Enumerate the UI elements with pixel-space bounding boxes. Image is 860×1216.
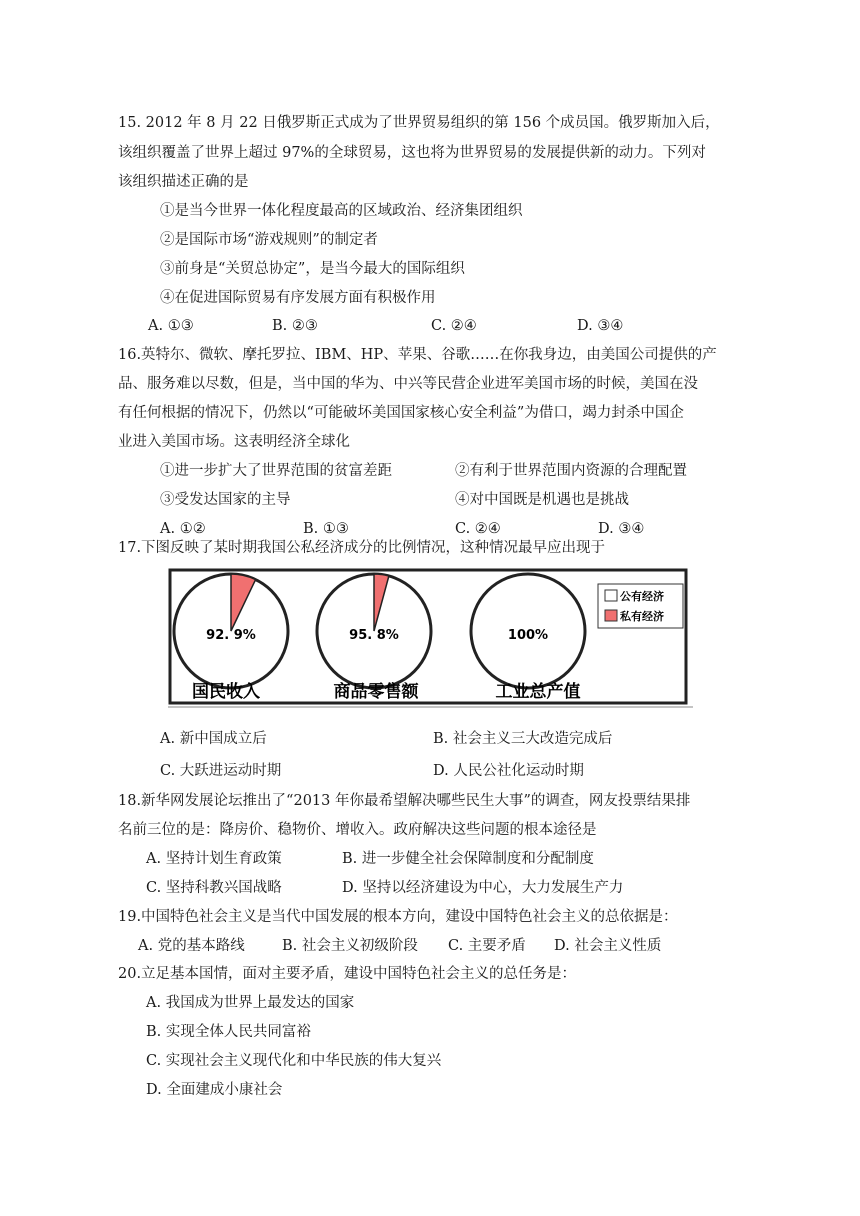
q15-option-c: C. ②④ xyxy=(431,318,477,334)
pie-national-income-value: 92. 9% xyxy=(206,628,256,643)
q20-option-a: A. 我国成为世界上最发达的国家 xyxy=(146,995,355,1011)
legend-swatch-public xyxy=(605,590,617,601)
pie-national-income-label: 国民收入 xyxy=(192,682,260,702)
q16-stem-line-4: 业进入美国市场。这表明经济全球化 xyxy=(118,434,350,450)
q18-option-b: B. 进一步健全社会保障制度和分配制度 xyxy=(342,851,594,867)
economic-composition-pie-chart xyxy=(168,568,693,708)
q15-item-3: ③前身是“关贸总协定”，是当今最大的国际组织 xyxy=(160,261,465,277)
q17-option-b: B. 社会主义三大改造完成后 xyxy=(433,731,613,747)
q20-option-b: B. 实现全体人民共同富裕 xyxy=(146,1024,311,1040)
q15-option-b: B. ②③ xyxy=(272,318,318,334)
q16-item-1: ①进一步扩大了世界范围的贫富差距 xyxy=(160,463,392,479)
q16-item-2: ②有利于世界范围内资源的合理配置 xyxy=(455,463,687,479)
q15-stem-line-1: 15. 2012 年 8 月 22 日俄罗斯正式成为了世界贸易组织的第 156 个成员国。俄罗斯加入后， xyxy=(118,115,720,131)
q18-option-c: C. 坚持科教兴国战略 xyxy=(146,880,282,896)
q16-stem-line-1: 16.英特尔、微软、摩托罗拉、IBM、HP、苹果、谷歌……在你我身边，由美国公司提供的产 xyxy=(118,347,717,363)
pie-retail-sales-value: 95. 8% xyxy=(349,628,399,643)
pie-industrial-output-value: 100% xyxy=(507,628,549,643)
q15-item-2: ②是国际市场“游戏规则”的制定者 xyxy=(160,232,378,248)
q19-option-b: B. 社会主义初级阶段 xyxy=(282,938,418,954)
q15-item-4: ④在促进国际贸易有序发展方面有积极作用 xyxy=(160,290,436,306)
q18-stem-line-2: 名前三位的是：降房价、稳物价、增收入。政府解决这些问题的根本途径是 xyxy=(118,822,597,838)
q17-option-a: A. 新中国成立后 xyxy=(160,731,267,747)
q19-stem: 19.中国特色社会主义是当代中国发展的根本方向，建设中国特色社会主义的总依据是： xyxy=(118,909,678,925)
q17-option-d: D. 人民公社化运动时期 xyxy=(433,763,584,779)
q16-option-a: A. ①② xyxy=(160,521,206,537)
pie-industrial-output-label: 工业总产值 xyxy=(495,682,581,702)
q17-stem: 17.下图反映了某时期我国公私经济成分的比例情况，这种情况最早应出现于 xyxy=(118,540,606,556)
q16-option-c: C. ②④ xyxy=(455,521,501,537)
q18-option-d: D. 坚持以经济建设为中心，大力发展生产力 xyxy=(342,880,624,896)
q17-option-c: C. 大跃进运动时期 xyxy=(160,763,282,779)
legend-label-public: 公有经济 xyxy=(620,590,664,603)
q15-stem-line-2: 该组织覆盖了世界上超过 97%的全球贸易，这也将为世界贸易的发展提供新的动力。下列对 xyxy=(118,145,706,161)
q18-stem-line-1: 18.新华网发展论坛推出了“2013 年你最希望解决哪些民生大事”的调查，网友投票结果排 xyxy=(118,793,691,809)
q15-option-a: A. ①③ xyxy=(148,318,194,334)
q18-option-a: A. 坚持计划生育政策 xyxy=(146,851,282,867)
pie-industrial-output xyxy=(471,574,585,688)
q19-option-a: A. 党的基本路线 xyxy=(138,938,245,954)
q16-item-4: ④对中国既是机遇也是挑战 xyxy=(455,492,629,508)
pie-retail-sales xyxy=(317,574,431,688)
q15-option-d: D. ③④ xyxy=(577,318,624,334)
q20-option-d: D. 全面建成小康社会 xyxy=(146,1082,283,1098)
q16-option-b: B. ①③ xyxy=(303,521,349,537)
chart-legend xyxy=(598,584,683,628)
q15-stem-line-3: 该组织描述正确的是 xyxy=(118,174,249,190)
legend-swatch-private xyxy=(605,610,617,621)
pie-national-income xyxy=(174,574,288,688)
q20-option-c: C. 实现社会主义现代化和中华民族的伟大复兴 xyxy=(146,1053,442,1069)
q19-option-d: D. 社会主义性质 xyxy=(554,938,662,954)
legend-label-private: 私有经济 xyxy=(620,610,664,623)
q16-stem-line-3: 有任何根据的情况下，仍然以“可能破坏美国国家核心安全利益”为借口，竭力封杀中国企 xyxy=(118,405,684,421)
q19-option-c: C. 主要矛盾 xyxy=(448,938,526,954)
q16-item-3: ③受发达国家的主导 xyxy=(160,492,291,508)
q16-option-d: D. ③④ xyxy=(598,521,645,537)
q20-stem: 20.立足基本国情，面对主要矛盾，建设中国特色社会主义的总任务是： xyxy=(118,966,577,982)
q16-stem-line-2: 品、服务难以尽数，但是，当中国的华为、中兴等民营企业进军美国市场的时候，美国在没 xyxy=(118,376,698,392)
q15-item-1: ①是当今世界一体化程度最高的区域政治、经济集团组织 xyxy=(160,203,523,219)
pie-retail-sales-label: 商品零售额 xyxy=(333,682,419,702)
